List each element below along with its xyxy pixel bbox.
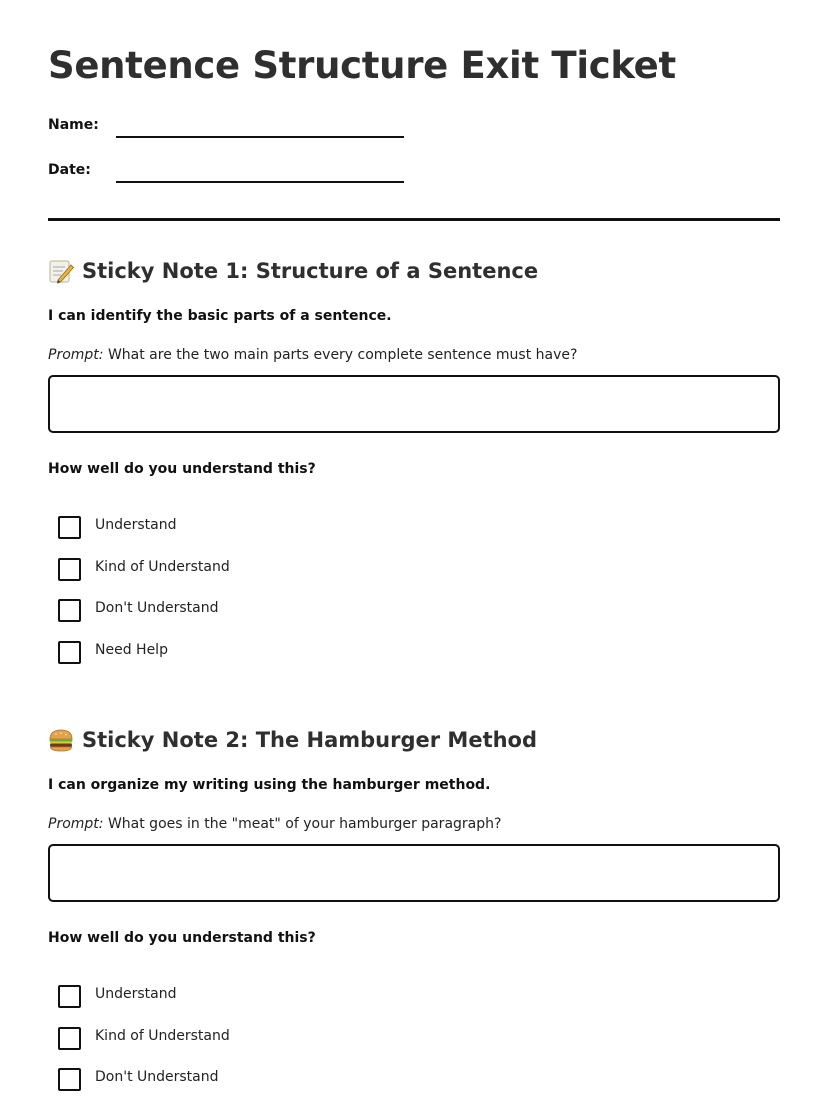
option-label: Need Help — [95, 641, 168, 658]
date-label: Date: — [48, 162, 91, 178]
prompt-question: What are the two main parts every complete sentence must have? — [103, 347, 578, 363]
memo-icon — [48, 258, 74, 284]
prompt-text — [48, 347, 577, 363]
hamburger-icon — [48, 727, 74, 753]
option-dont-understand[interactable] — [58, 599, 458, 641]
prompt-question: What goes in the "meat" of your hamburger paragraph? — [103, 816, 502, 832]
checkbox[interactable] — [58, 1068, 81, 1091]
page-title: Sentence Structure Exit Ticket — [48, 44, 676, 87]
prompt-text — [48, 816, 501, 832]
learning-objective: I can identify the basic parts of a sentence. — [48, 308, 392, 324]
option-label: Kind of Understand — [95, 1027, 230, 1044]
option-label: Kind of Understand — [95, 558, 230, 575]
name-field — [48, 117, 408, 141]
answer-box[interactable] — [48, 844, 780, 902]
name-input-line[interactable] — [116, 136, 404, 138]
sticky-note-heading — [48, 727, 537, 753]
sticky-note-heading — [48, 258, 538, 284]
answer-box[interactable] — [48, 375, 780, 433]
understanding-question: How well do you understand this? — [48, 461, 316, 477]
date-field — [48, 162, 408, 186]
option-label: Don't Understand — [95, 1069, 219, 1085]
prompt-label: Prompt: — [48, 347, 104, 363]
name-label: Name: — [48, 117, 99, 133]
checkbox[interactable] — [58, 599, 81, 622]
option-label: Don't Understand — [95, 600, 219, 616]
checkbox[interactable] — [58, 985, 81, 1008]
option-understand[interactable] — [58, 985, 458, 1027]
header-divider — [48, 218, 780, 221]
sticky-note-title: Sticky Note 1: Structure of a Sentence — [82, 259, 539, 283]
understanding-options — [58, 516, 458, 682]
checkbox[interactable] — [58, 1027, 81, 1050]
option-need-help[interactable] — [58, 641, 458, 683]
prompt-label: Prompt: — [48, 816, 104, 832]
option-kind-of-understand[interactable] — [58, 1027, 458, 1069]
option-kind-of-understand[interactable] — [58, 558, 458, 600]
sticky-note-title: Sticky Note 2: The Hamburger Method — [82, 728, 538, 752]
learning-objective: I can organize my writing using the hamburger method. — [48, 777, 491, 793]
understanding-question: How well do you understand this? — [48, 930, 316, 946]
option-dont-understand[interactable] — [58, 1068, 458, 1110]
option-label: Understand — [95, 986, 177, 1002]
checkbox[interactable] — [58, 558, 81, 581]
understanding-options — [58, 985, 458, 1110]
checkbox[interactable] — [58, 516, 81, 539]
option-label: Understand — [95, 517, 177, 533]
option-understand[interactable] — [58, 516, 458, 558]
date-input-line[interactable] — [116, 181, 404, 183]
checkbox[interactable] — [58, 641, 81, 664]
